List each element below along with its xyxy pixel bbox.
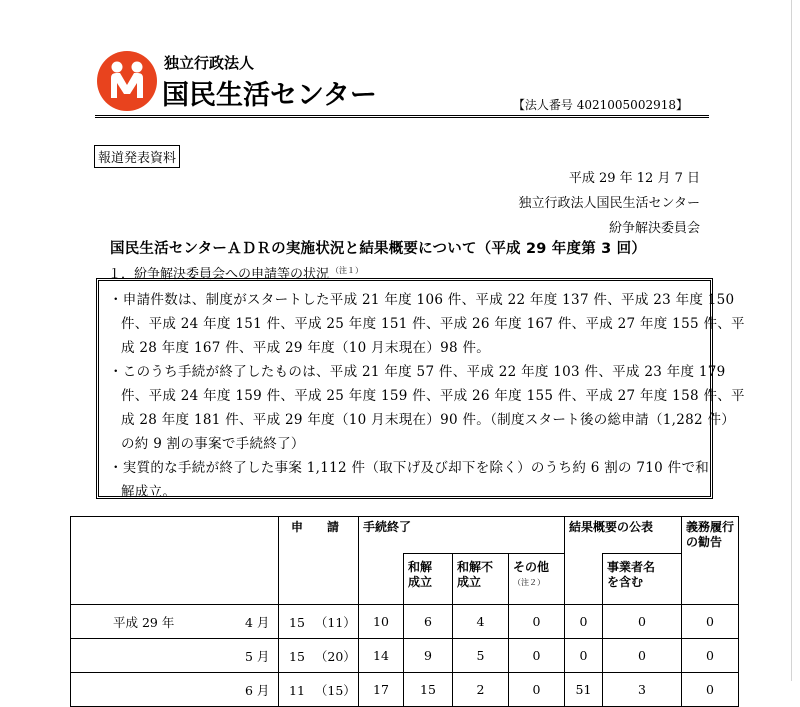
not-settled-cell: 4 xyxy=(453,605,509,639)
settled-cell: 9 xyxy=(404,639,453,673)
issuer: 独立行政法人国民生活センター xyxy=(518,196,700,211)
row-label-cell xyxy=(71,639,279,673)
table-header-row xyxy=(71,517,739,554)
duty-cell: 0 xyxy=(682,605,739,639)
published-cell: 51 xyxy=(565,673,603,707)
duty-cell: 0 xyxy=(682,639,739,673)
box-line: 件、平成 24 年度 151 件、平成 25 年度 151 件、平成 26 年度 167 件、平成 27 年度 155 件、平 xyxy=(121,316,745,332)
box-line: 成 28 年度 181 件、平成 29 年度（10 月末現在）90 件。（制度スタート後の総申請（1,282 件） xyxy=(121,412,736,428)
box-line: 解成立。 xyxy=(121,484,177,500)
table-row xyxy=(71,605,739,639)
row-label-cell xyxy=(71,605,279,639)
header-duty-label: 義務履行の勧告 xyxy=(686,520,735,549)
box-line: の約 9 割の事案で手続終了） xyxy=(121,436,305,452)
named-cell: 0 xyxy=(603,639,682,673)
header-application-label: 申 請 xyxy=(291,520,340,534)
box-line: ・実質的な手続が終了した事案 1,112 件（取下げ及び却下を除く）のうち約 6 割の 710 件で和 xyxy=(109,460,710,476)
header-publication xyxy=(565,517,682,554)
section-note: （注１） xyxy=(331,266,364,275)
header-not-settled xyxy=(453,554,509,605)
published-cell: 0 xyxy=(565,605,603,639)
header-other-note: （注２） xyxy=(513,578,545,587)
stats-table xyxy=(70,516,739,707)
header-procedure-end-label: 手続終了 xyxy=(363,520,412,534)
applied-value: 11 xyxy=(289,682,305,698)
applied-paren-value: （11） xyxy=(314,614,356,630)
settled-cell: 6 xyxy=(404,605,453,639)
box-line: ・申請件数は、制度がスタートした平成 21 年度 106 件、平成 22 年度 137 件、平成 23 年度 150 xyxy=(109,292,735,308)
year-label: 平成 29 年 xyxy=(113,614,175,630)
table-row xyxy=(71,639,739,673)
header-settled xyxy=(404,554,453,605)
applied-paren-value: （20） xyxy=(314,648,356,664)
org-name: 国民生活センター xyxy=(162,80,377,111)
header-with-name-label: 事業者名を含む xyxy=(607,560,656,589)
ended-cell: 17 xyxy=(359,673,404,707)
header-rule xyxy=(95,115,709,118)
month-label: 6 月 xyxy=(245,682,270,698)
header-application xyxy=(279,517,359,605)
applied-cell xyxy=(279,673,359,707)
header-empty-cell xyxy=(71,517,279,605)
applied-value: 15 xyxy=(289,614,305,630)
other-cell: 0 xyxy=(509,673,565,707)
named-cell: 0 xyxy=(603,605,682,639)
section-heading-text: １．紛争解決委員会への申請等の状況 xyxy=(108,267,330,282)
applied-cell xyxy=(279,605,359,639)
ended-cell: 10 xyxy=(359,605,404,639)
header-not-settled-label: 和解不成立 xyxy=(457,560,494,589)
header-other-label: その他 xyxy=(513,560,550,574)
subheader-ended-blank xyxy=(359,554,404,605)
applied-value: 15 xyxy=(289,648,305,664)
applied-cell xyxy=(279,639,359,673)
ncac-logo-icon xyxy=(96,50,158,112)
month-label: 5 月 xyxy=(245,648,270,664)
other-cell: 0 xyxy=(509,639,565,673)
box-line: 成 28 年度 167 件、平成 29 年度（10 月末現在）98 件。 xyxy=(121,340,491,356)
ended-cell: 14 xyxy=(359,639,404,673)
release-date: 平成 29 年 12 月 7 日 xyxy=(568,171,700,186)
header-duty xyxy=(682,517,739,605)
named-cell: 3 xyxy=(603,673,682,707)
subheader-published-blank xyxy=(565,554,603,605)
page-title: 国民生活センターＡＤＲの実施状況と結果概要について（平成 29 年度第 3 回） xyxy=(110,241,647,257)
not-settled-cell: 2 xyxy=(453,673,509,707)
other-cell: 0 xyxy=(509,605,565,639)
header-procedure-end xyxy=(359,517,565,554)
row-label-cell xyxy=(71,673,279,707)
settled-cell: 15 xyxy=(404,673,453,707)
month-label: 4 月 xyxy=(245,614,270,630)
header-other xyxy=(509,554,565,605)
org-subtitle: 独立行政法人 xyxy=(164,54,255,72)
header-publication-label: 結果概要の公表 xyxy=(569,520,654,534)
box-line: 件、平成 24 年度 159 件、平成 25 年度 159 件、平成 26 年度 155 件、平成 27 年度 158 件、平 xyxy=(121,388,745,404)
box-line: ・このうち手続が終了したものは、平成 21 年度 57 件、平成 22 年度 103 件、平成 23 年度 179 xyxy=(109,364,726,380)
header-settled-label: 和解成立 xyxy=(408,560,433,589)
duty-cell: 0 xyxy=(682,673,739,707)
committee: 紛争解決委員会 xyxy=(608,221,700,236)
header-with-name xyxy=(603,554,682,605)
press-release-label: 報道発表資料 xyxy=(94,145,180,168)
summary-box xyxy=(96,278,745,500)
not-settled-cell: 5 xyxy=(453,639,509,673)
table-row xyxy=(71,673,739,707)
applied-paren-value: （15） xyxy=(314,682,356,698)
corporate-number: 【法人番号 4021005002918】 xyxy=(512,98,688,112)
published-cell: 0 xyxy=(565,639,603,673)
